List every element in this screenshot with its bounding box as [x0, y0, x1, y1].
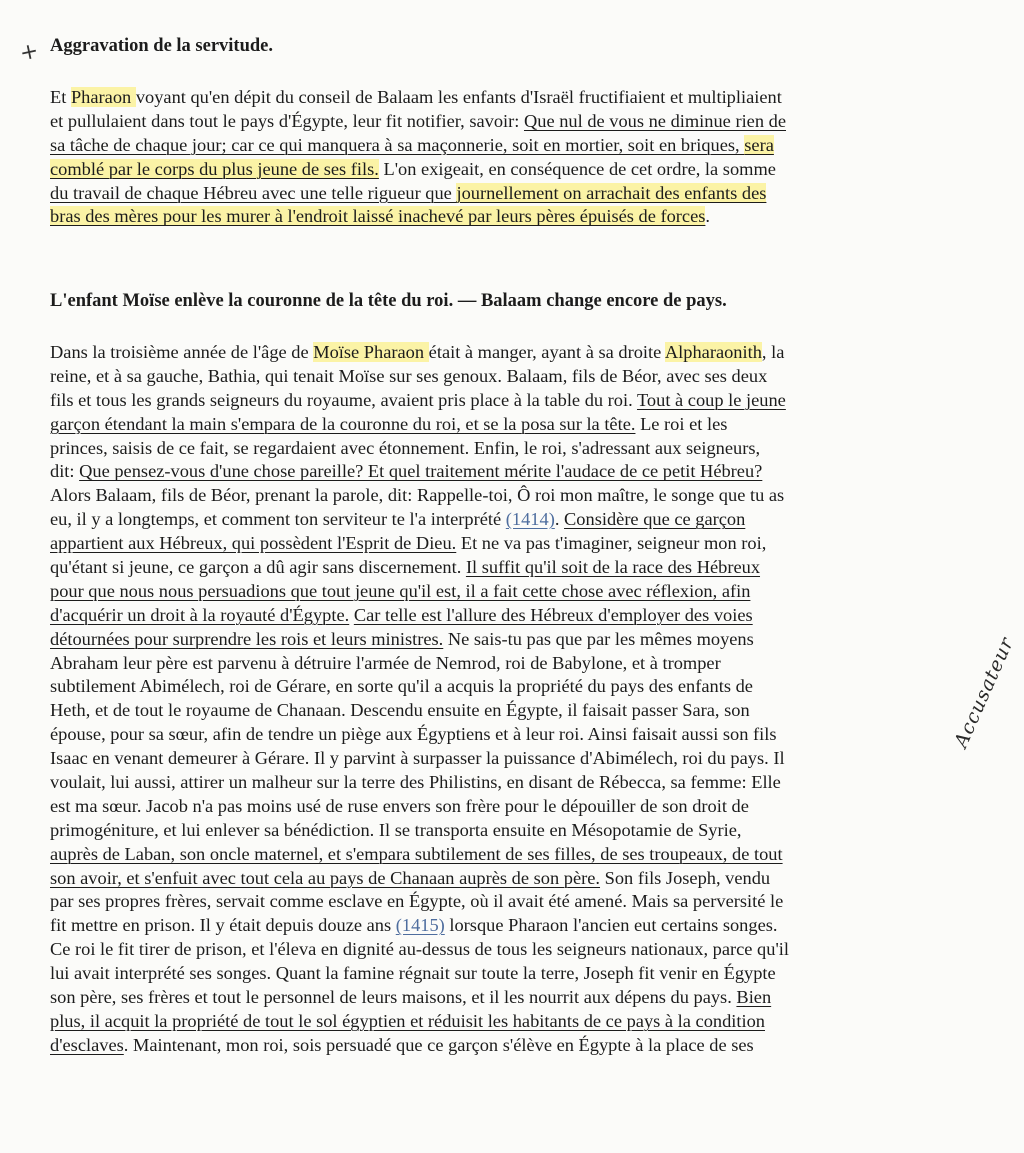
text-line [50, 341, 940, 365]
text-run: dit: [50, 461, 80, 482]
underlined-text: Car telle est l'allure des Hébreux d'employer des voies [353, 604, 753, 625]
text-line [50, 205, 940, 229]
text-run: Et [50, 87, 71, 107]
text-run: est ma sœur. Jacob n'a pas moins usé de ruse envers son frère pour le dépouiller de son droit de [50, 795, 749, 816]
text-run: épouse, pour sa sœur, afin de tendre un piège aux Égyptiens et à leur roi. Ainsi faisait aussi son fils [50, 724, 777, 745]
section-heading-1: Aggravation de la servitude. [50, 36, 274, 56]
text-line [50, 532, 940, 556]
text-line [50, 413, 940, 437]
text-line [50, 628, 940, 652]
underlined-text: détournées pour surprendre les rois et leurs ministres. [50, 628, 444, 649]
text-run: Ce roi le fit tirer de prison, et l'éleva en dignité au-dessus de tous les seigneurs nationaux, parce qu'il [50, 939, 789, 960]
text-line [50, 867, 940, 891]
text-line [50, 365, 940, 389]
text-run: Abraham leur père est parvenu à détruire l'armée de Nemrod, roi de Babylone, et à tromper [50, 652, 721, 673]
underlined-text: sa tâche de chaque jour; car ce qui manquera à sa maçonnerie, soit en mortier, soit en briques, [50, 134, 745, 155]
text-line [50, 747, 940, 771]
text-run: reine, et à sa gauche, Bathia, qui tenait Moïse sur ses genoux. Balaam, fils de Béor, avec ses deux [50, 365, 768, 386]
text-run: lorsque Pharaon l'ancien eut certains songes. [444, 915, 778, 936]
footnote-reference-link[interactable]: (1414) [505, 509, 555, 530]
underlined-text: Bien [736, 987, 772, 1008]
text-run: Ne sais-tu pas que par les mêmes moyens [443, 628, 754, 649]
underlined-text: Considère que ce garçon [564, 509, 746, 530]
text-line [50, 134, 940, 158]
text-line [50, 556, 940, 580]
text-run: qu'étant si jeune, ce garçon a dû agir sans discernement. [50, 557, 466, 578]
text-line [50, 1010, 940, 1034]
text-line [50, 986, 940, 1010]
underlined-text: Que nul de vous ne diminue rien de [523, 110, 786, 131]
text-run: son père, ses frères et tout le personnel de leurs maisons, et il les nourrit aux dépens du pays. [50, 987, 737, 1008]
highlighted-underlined-text: comblé par le corps du plus jeune de ses fils. [50, 158, 379, 179]
text-run: . [705, 206, 711, 227]
highlighted-underlined-text: sera [744, 134, 774, 155]
text-line [50, 843, 940, 867]
text-run: L'on exigeait, en conséquence de cet ordre, la somme [378, 158, 776, 179]
text-run: princes, saisis de ce fait, se regardaient avec étonnement. Enfin, le roi, s'adressant aux seigneurs, [50, 437, 761, 458]
highlighted-underlined-text: bras des mères pour les murer à l'endroit laissé inachevé par leurs pères épuisés de forces [50, 206, 706, 227]
text-run: Isaac en venant demeurer à Gérare. Il y parvint à surpasser la puissance d'Abimélech, roi du pays. Il [50, 748, 785, 769]
text-line [50, 890, 940, 914]
text-line [50, 1034, 940, 1058]
text-run: Et ne va pas t'imaginer, seigneur mon roi, [456, 533, 767, 554]
text-line [50, 938, 940, 962]
text-run: par ses propres frères, servait comme esclave en Égypte, où il avait été amené. Mais sa perversité le [50, 891, 784, 912]
text-run: fils et tous les grands seigneurs du royaume, avaient pris place à la table du roi. [50, 389, 637, 410]
underlined-text: son avoir, et s'enfuit avec tout cela au pays de Chanaan auprès de son père. [50, 867, 601, 888]
handwritten-plus-mark: + [17, 38, 41, 67]
underlined-text: Que pensez-vous d'une chose pareille? Et quel traitement mérite l'audace de ce petit Hébreu? [79, 461, 763, 482]
text-line [50, 604, 940, 628]
text-line [50, 819, 940, 843]
text-line [50, 437, 940, 461]
text-run: voulait, lui aussi, attirer un malheur sur la terre des Philistins, en disant de Rébecca, sa femme: Elle [50, 772, 781, 793]
text-line [50, 914, 940, 938]
underlined-text: d'acquérir un droit à la royauté d'Égypte. [50, 604, 350, 625]
text-line [50, 86, 940, 110]
text-run: Son fils Joseph, vendu [600, 867, 771, 888]
underlined-text: pour que nous nous persuadions que tout jeune qu'il est, il a fait cette chose avec réflexion, afin [50, 580, 751, 601]
text-line [50, 771, 940, 795]
text-run: Le roi et les [635, 413, 728, 434]
text-run: était à manger, ayant à sa droite [428, 342, 665, 362]
highlighted-underlined-text: journellement on arrachait des enfants des [456, 182, 767, 203]
text-line [50, 962, 940, 986]
text-line [50, 460, 940, 484]
text-line [50, 110, 940, 134]
underlined-text: plus, il acquit la propriété de tout le sol égyptien et réduisit les habitants de ce pays à la condition [50, 1010, 765, 1031]
text-line [50, 580, 940, 604]
text-run: voyant qu'en dépit du conseil de Balaam les enfants d'Israël fructifiaient et multipliaient [135, 87, 782, 107]
text-run: primogéniture, et lui enlever sa bénédiction. Il se transporta ensuite en Mésopotamie de Syrie, [50, 819, 742, 840]
text-run: et pullulaient dans tout le pays d'Égypte, leur fit notifier, savoir: [50, 110, 524, 131]
text-line [50, 158, 940, 182]
text-run: Dans la troisième année de l'âge de [50, 342, 314, 362]
text-line [50, 699, 940, 723]
text-run: Alors Balaam, fils de Béor, prenant la parole, dit: Rappelle-toi, Ô roi mon maître, le songe que tu as [50, 485, 785, 506]
text-line [50, 182, 940, 206]
text-run: . [554, 509, 565, 530]
highlighted-text: Pharaon [70, 87, 136, 107]
text-line [50, 723, 940, 747]
highlighted-text: Alpharaonith [664, 342, 762, 362]
text-run: eu, il y a longtemps, et comment ton serviteur te l'a interprété [50, 509, 506, 530]
text-line [50, 508, 940, 532]
text-line [50, 389, 940, 413]
text-line [50, 484, 940, 508]
handwritten-margin-note: Accusateur [950, 633, 1019, 751]
text-run: Heth, et de tout le royaume de Chanaan. Descendu ensuite en Égypte, il faisait passer Sara, son [50, 700, 750, 721]
text-run: subtilement Abimélech, roi de Gérare, en sorte qu'il a acquis la propriété du pays des enfants de [50, 676, 753, 697]
underlined-text: auprès de Laban, son oncle maternel, et s'empara subtilement de ses filles, de ses troupeaux, de tout [50, 843, 783, 864]
highlighted-text: Moïse Pharaon [313, 342, 429, 362]
footnote-reference-link[interactable]: (1415) [395, 915, 445, 936]
text-line [50, 652, 940, 676]
text-run: lui avait interprété ses songes. Quant la famine régnait sur toute la terre, Joseph fit venir en Égypte [50, 963, 776, 984]
underlined-text: garçon étendant la main s'empara de la couronne du roi, et se la posa sur la tête. [50, 413, 636, 434]
underlined-text: d'esclaves [50, 1034, 124, 1055]
section-heading-2: L'enfant Moïse enlève la couronne de la tête du roi. — Balaam change encore de pays. [50, 291, 727, 311]
paragraph-1 [50, 86, 940, 229]
text-line [50, 675, 940, 699]
underlined-text: appartient aux Hébreux, qui possèdent l'Esprit de Dieu. [50, 533, 457, 554]
underlined-text: du travail de chaque Hébreu avec une telle rigueur que [50, 182, 457, 203]
text-line [50, 795, 940, 819]
paragraph-2 [50, 341, 940, 1058]
underlined-text: Il suffit qu'il soit de la race des Hébreux [465, 557, 761, 578]
underlined-text: Tout à coup le jeune [636, 389, 786, 410]
text-run: . Maintenant, mon roi, sois persuadé que ce garçon s'élève en Égypte à la place de ses [123, 1034, 754, 1055]
text-run: fit mettre en prison. Il y était depuis douze ans [50, 915, 396, 936]
text-run: , la [761, 342, 785, 362]
